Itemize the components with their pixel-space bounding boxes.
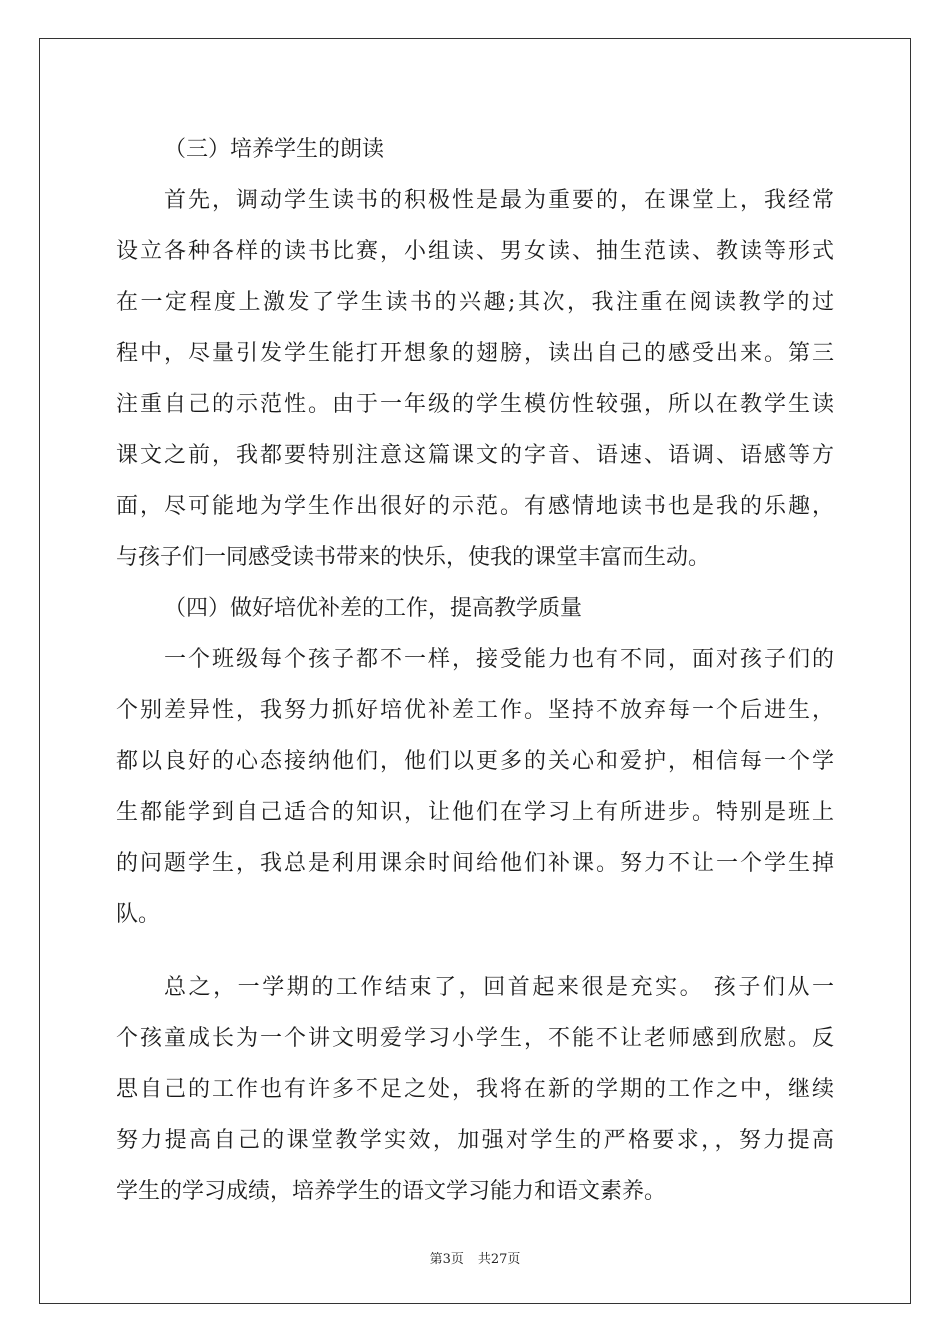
paragraph-line: 总之，一学期的工作结束了，回首起来很是充实。 孩子们从一 — [164, 975, 834, 1000]
paragraph-line: 面，尽可能地为学生作出很好的示范。有感情地读书也是我的乐趣， — [116, 494, 834, 519]
paragraph-line: 的问题学生，我总是利用课余时间给他们补课。努力不让一个学生掉 — [116, 851, 834, 876]
paragraph-spacer — [116, 940, 834, 962]
paragraph-line: 程中，尽量引发学生能打开想象的翅膀，读出自己的感受出来。第三 — [116, 341, 834, 366]
paragraph-line: 生都能学到自己适合的知识，让他们在学习上有所进步。特别是班上 — [116, 800, 834, 825]
paragraph-line: 个孩童成长为一个讲文明爱学习小学生，不能不让老师感到欣慰。反 — [116, 1026, 834, 1051]
paragraph-line: 队。 — [116, 902, 161, 927]
paragraph-line: 思自己的工作也有许多不足之处，我将在新的学期的工作之中，继续 — [116, 1077, 834, 1102]
page-total: 共27页 — [477, 1252, 521, 1267]
paragraph-line: 努力提高自己的课堂教学实效，加强对学生的严格要求，，努力提高 — [116, 1128, 834, 1153]
paragraph-line: 首先，调动学生读书的积极性是最为重要的，在课堂上，我经常 — [164, 188, 834, 213]
paragraph-line: 个别差异性，我努力抓好培优补差工作。坚持不放弃每一个后进生， — [116, 698, 834, 723]
paragraph-line: 在一定程度上激发了学生读书的兴趣;其次，我注重在阅读教学的过 — [116, 290, 834, 315]
section-heading: （三）培养学生的朗读 — [164, 137, 385, 162]
paragraph-line: 一个班级每个孩子都不一样，接受能力也有不同，面对孩子们的 — [164, 647, 834, 672]
paragraph-line: 学生的学习成绩，培养学生的语文学习能力和语文素养。 — [116, 1179, 667, 1204]
paragraph-line: 课文之前，我都要特别注意这篇课文的字音、语速、语调、语感等方 — [116, 443, 834, 468]
paragraph-line: 与孩子们一同感受读书带来的快乐，使我的课堂丰富而生动。 — [116, 545, 711, 570]
document-body — [116, 124, 834, 1217]
paragraph-line: 都以良好的心态接纳他们，他们以更多的关心和爱护，相信每一个学 — [116, 749, 834, 774]
page-footer — [0, 1248, 950, 1267]
section-heading: （四）做好培优补差的工作，提高教学质量 — [164, 596, 583, 621]
paragraph-line: 设立各种各样的读书比赛，小组读、男女读、抽生范读、教读等形式 — [116, 239, 834, 264]
page-number: 第3页 — [429, 1252, 464, 1267]
paragraph-line: 注重自己的示范性。由于一年级的学生模仿性较强，所以在教学生读 — [116, 392, 834, 417]
